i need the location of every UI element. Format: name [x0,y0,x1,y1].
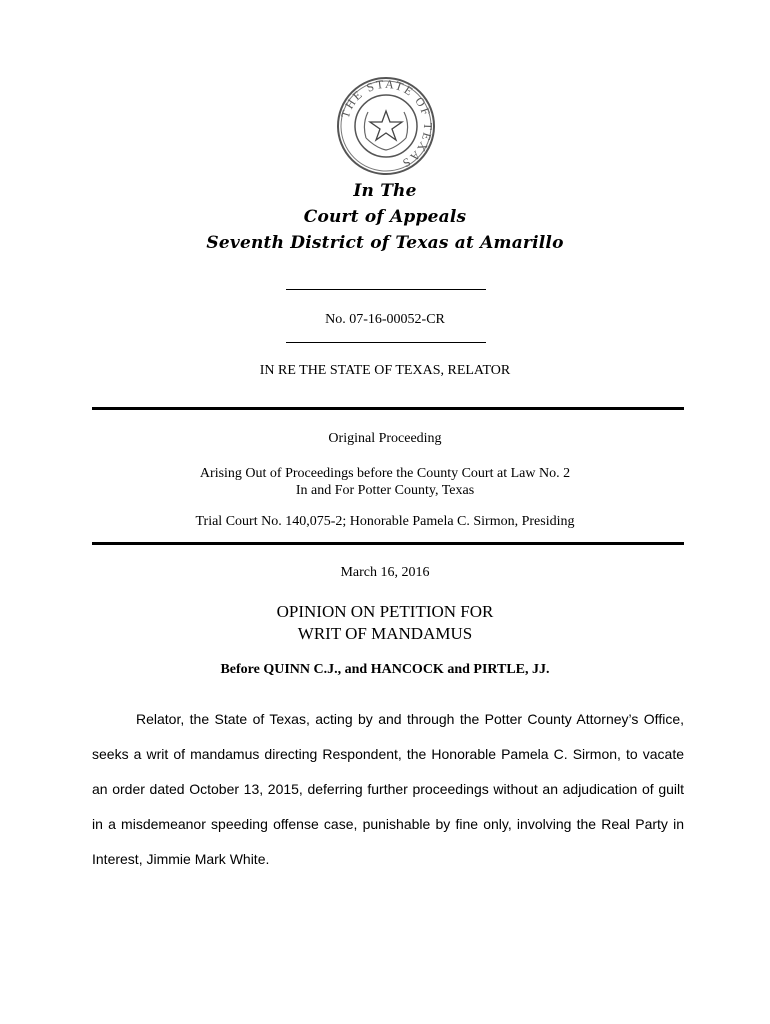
arising-line2: In and For Potter County, Texas [295,483,475,498]
thick-divider [92,542,684,545]
thick-divider [92,407,684,410]
body-paragraph: Relator, the State of Texas, acting by and through the Potter County Attorney’s Office, seeks a writ of mandamus directing Respondent, the Honorable Pamela C. Sirmon, to vacate an order dated October 13, 2015, deferring further proceedings without an adjudication of guilt in a misdemeanor speeding offense case, punishable by fine only, involving the Real Party in Interest, Jimmie Mark White. [92,711,684,867]
opinion-title-line2: WRIT OF MANDAMUS [297,624,473,643]
court-heading [0,178,770,256]
state-seal [336,76,436,176]
court-heading-line3: Seventh District of Texas at Amarillo [206,233,564,253]
divider [286,289,486,290]
opinion-title-line1: OPINION ON PETITION FOR [276,602,494,621]
divider [286,342,486,343]
case-style: IN RE THE STATE OF TEXAS, RELATOR [259,363,511,378]
arising-out-of [0,465,770,499]
texas-seal-star-icon [336,76,436,176]
opinion-date: March 16, 2016 [340,565,430,580]
case-number: No. 07-16-00052-CR [325,312,445,327]
proceeding-type: Original Proceeding [328,431,442,446]
court-heading-line2: Court of Appeals [303,207,467,227]
panel: Before QUINN C.J., and HANCOCK and PIRTLE, JJ. [220,662,550,677]
opinion-body [92,702,684,877]
seal-ring-text: THE STATE OF TEXAS [337,76,436,172]
arising-line1: Arising Out of Proceedings before the County Court at Law No. 2 [199,466,571,481]
trial-court: Trial Court No. 140,075-2; Honorable Pamela C. Sirmon, Presiding [195,514,575,529]
court-heading-line1: In The [353,181,417,201]
opinion-title [0,601,770,645]
